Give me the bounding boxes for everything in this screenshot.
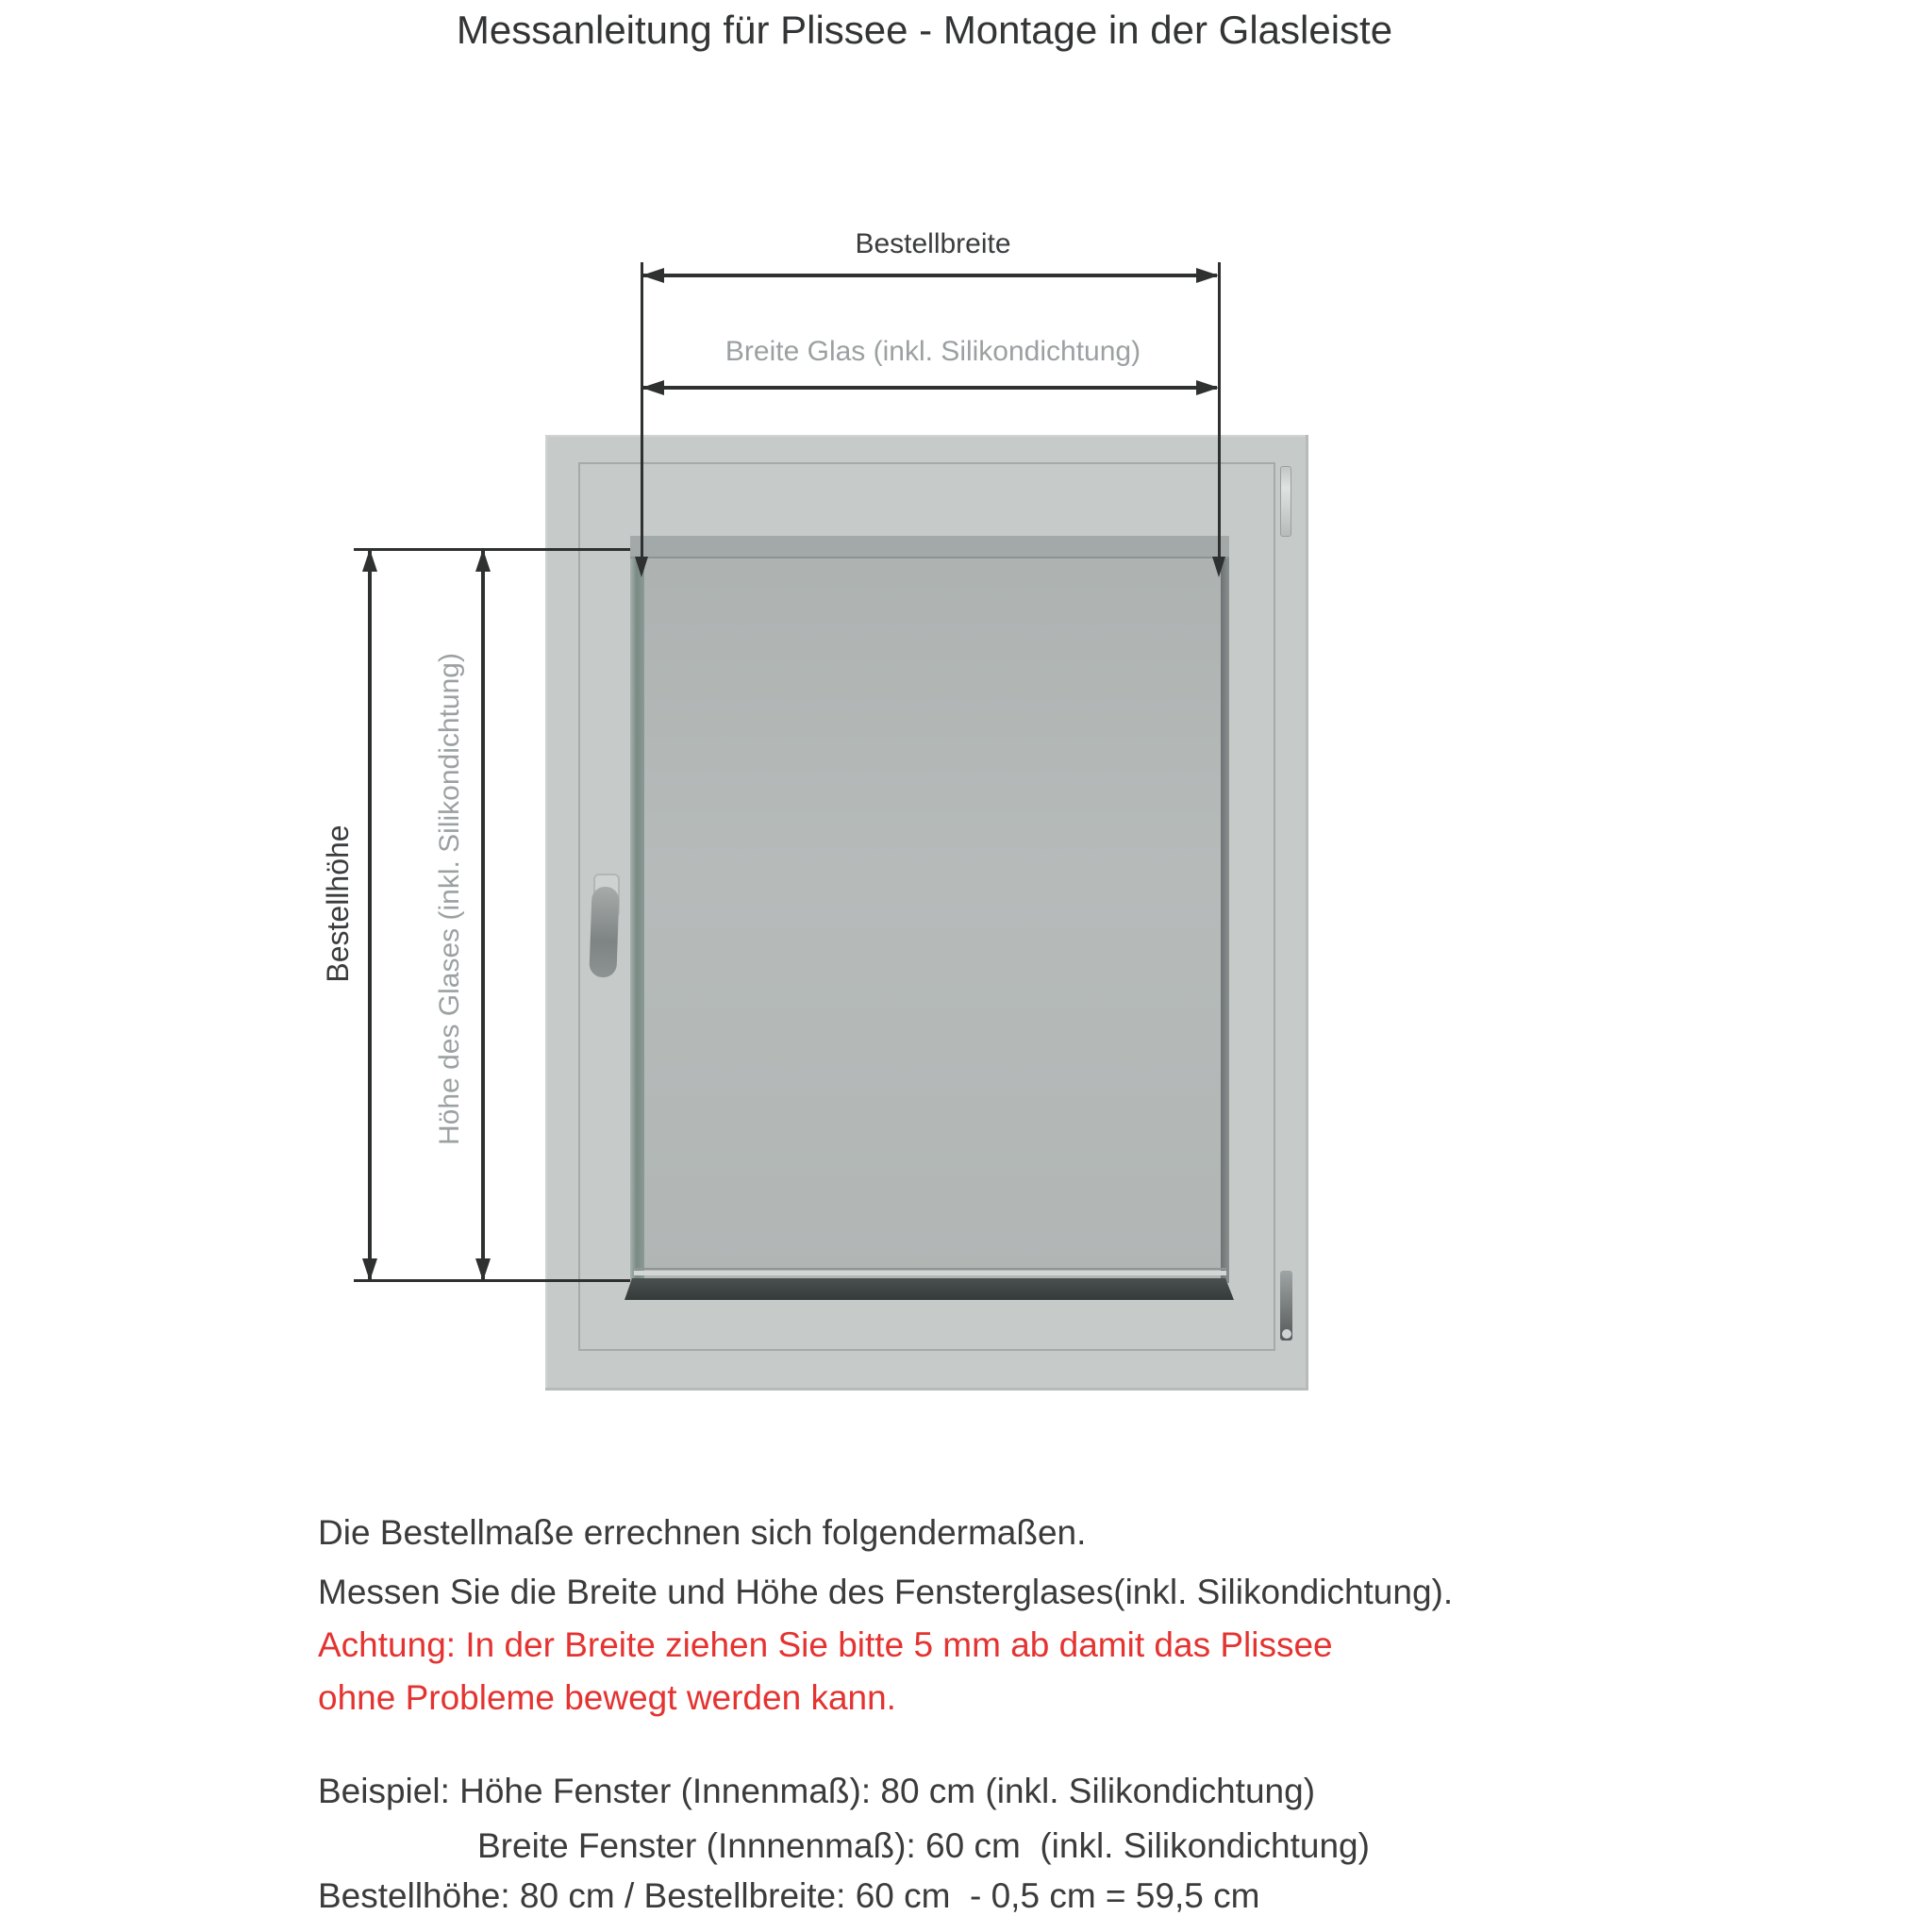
extension-arrowhead-left bbox=[635, 557, 648, 577]
window-handle-grip bbox=[589, 887, 619, 978]
order-height-label: Bestellhöhe bbox=[321, 824, 355, 983]
extension-line-height-top bbox=[354, 548, 630, 551]
window-glass bbox=[630, 536, 1229, 1283]
glazing-bead-top bbox=[630, 536, 1229, 558]
glass-silicone-edge-left bbox=[630, 536, 644, 1283]
arrowhead-right-icon bbox=[1196, 380, 1219, 395]
window-illustration bbox=[545, 435, 1308, 1391]
arrowhead-left-icon bbox=[641, 268, 664, 283]
example-line-2: Breite Fenster (Innnenmaß): 60 cm (inkl. Silikondichtung) bbox=[477, 1826, 1370, 1865]
hinge-pin-icon bbox=[1282, 1329, 1291, 1339]
glass-width-label: Breite Glas (inkl. Silikondichtung) bbox=[724, 336, 1141, 367]
instruction-line-1: Die Bestellmaße errechnen sich folgendermaßen. bbox=[318, 1513, 1087, 1552]
extension-line-height-bottom bbox=[354, 1279, 630, 1282]
glass-height-arrow bbox=[481, 551, 485, 1279]
warning-line-2: ohne Probleme bewegt werden kann. bbox=[318, 1678, 896, 1717]
order-height-arrow bbox=[368, 551, 372, 1279]
glazing-bead-bottom bbox=[625, 1278, 1234, 1300]
example-line-3: Bestellhöhe: 80 cm / Bestellbreite: 60 cm - 0,5 cm = 59,5 cm bbox=[318, 1876, 1260, 1915]
arrowhead-up-icon bbox=[475, 549, 491, 572]
arrowhead-left-icon bbox=[641, 380, 664, 395]
warning-line-1: Achtung: In der Breite ziehen Sie bitte 5 mm ab damit das Plissee bbox=[318, 1625, 1333, 1664]
glass-bottom-line bbox=[634, 1268, 1226, 1270]
arrowhead-right-icon bbox=[1196, 268, 1219, 283]
glass-height-label: Höhe des Glases (inkl. Silikondichtung) bbox=[434, 653, 465, 1145]
glass-bottom-highlight bbox=[634, 1271, 1226, 1275]
window-hinge-top bbox=[1280, 466, 1291, 537]
extension-line-width-left bbox=[641, 262, 643, 564]
page-title: Messanleitung für Plissee - Montage in der Glasleiste bbox=[456, 8, 1393, 52]
extension-arrowhead-right bbox=[1212, 557, 1225, 577]
window-hinge-bottom bbox=[1280, 1271, 1292, 1341]
order-width-label: Bestellbreite bbox=[855, 228, 1011, 259]
glass-silicone-edge-right bbox=[1221, 536, 1229, 1283]
arrowhead-down-icon bbox=[362, 1258, 377, 1281]
arrowhead-up-icon bbox=[362, 549, 377, 572]
order-width-arrow bbox=[643, 274, 1217, 277]
arrowhead-down-icon bbox=[475, 1258, 491, 1281]
example-line-1: Beispiel: Höhe Fenster (Innenmaß): 80 cm (inkl. Silikondichtung) bbox=[318, 1772, 1316, 1810]
instruction-line-2: Messen Sie die Breite und Höhe des Fensterglases(inkl. Silikondichtung). bbox=[318, 1573, 1454, 1611]
extension-line-width-right bbox=[1218, 262, 1221, 564]
glass-width-arrow bbox=[643, 386, 1217, 390]
